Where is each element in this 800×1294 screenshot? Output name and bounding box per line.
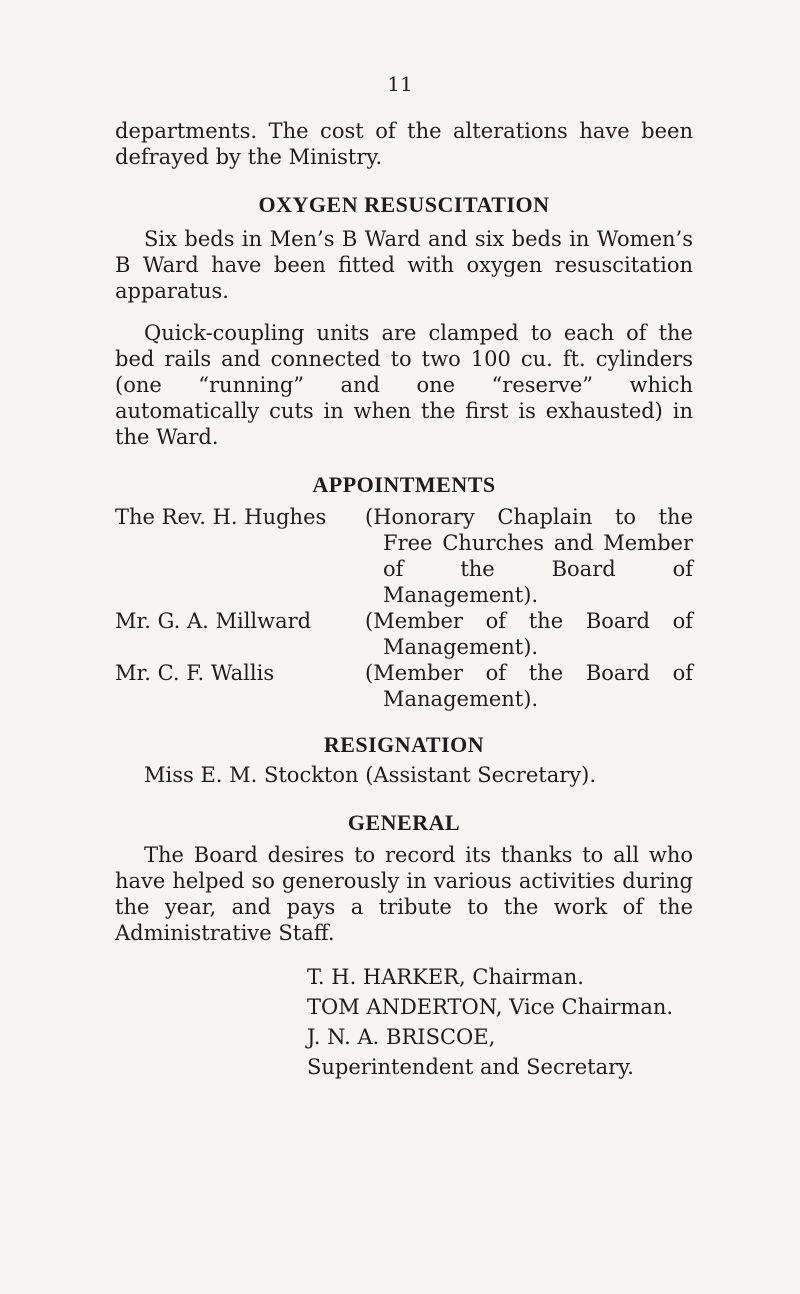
appointment-name: The Rev. H. Hughes — [115, 505, 327, 529]
appointment-role: (Honorary Chaplain to the Free Churches and Member of the Board of Management). — [365, 505, 693, 607]
resignation-text: Miss E. M. Stockton (Assistant Secretary). — [144, 763, 596, 787]
signature-superintendent: J. N. A. BRISCOE, — [307, 1025, 496, 1049]
resignation-heading: RESIGNATION — [323, 732, 485, 757]
oxygen-heading: OXYGEN RESUSCITATION — [258, 192, 550, 217]
signature-superintendent-title: Superintendent and Secretary. — [307, 1055, 634, 1079]
appointment-entry — [115, 608, 693, 660]
appointment-role: (Member of the Board of Management). — [365, 661, 693, 711]
appointment-entry — [115, 660, 693, 712]
intro-paragraph: departments. The cost of the alterations have been defrayed by the Ministry. — [115, 119, 693, 169]
signature-block — [307, 964, 693, 1080]
appointments-heading: APPOINTMENTS — [312, 472, 496, 497]
signature-chairman: T. H. HARKER, Chairman. — [307, 965, 584, 989]
appointment-role: (Member of the Board of Management). — [365, 609, 693, 659]
oxygen-paragraph-1: Six beds in Men’s B Ward and six beds in Women’s B Ward have been fitted with oxygen resuscitation apparatus. — [115, 227, 693, 303]
page-number: 11 — [387, 72, 413, 96]
oxygen-paragraph-2: Quick-coupling units are clamped to each of the bed rails and connected to two 100 cu. ft. cylinders (one “running” and one “reserve” which automatically cuts in when the first is exhausted) in the Ward. — [115, 321, 693, 449]
appointment-name: Mr. G. A. Millward — [115, 609, 312, 633]
general-paragraph: The Board desires to record its thanks to all who have helped so generously in various activities during the year, and pays a tribute to the work of the Administrative Staff. — [115, 843, 693, 945]
appointment-entry — [115, 504, 693, 608]
page-content — [115, 118, 693, 1080]
signature-vice-chairman: TOM ANDERTON, Vice Chairman. — [307, 995, 674, 1019]
appointment-name: Mr. C. F. Wallis — [115, 661, 275, 685]
general-heading: GENERAL — [347, 810, 461, 835]
